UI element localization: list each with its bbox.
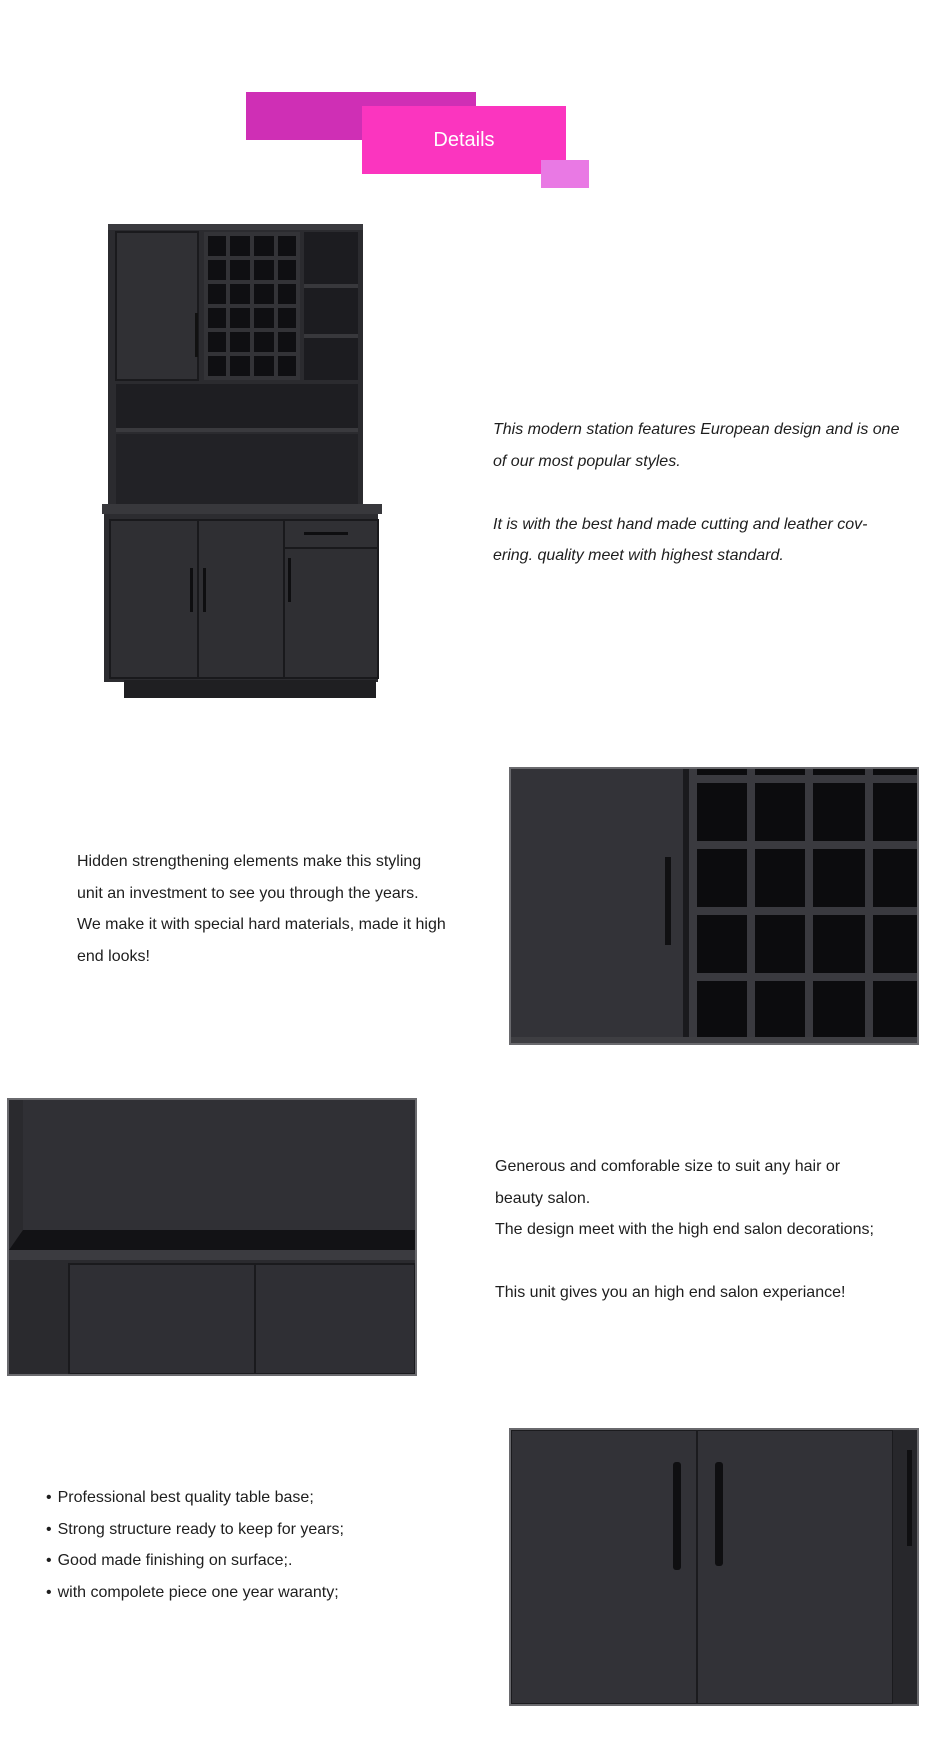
section2-line: Hidden strengthening elements make this styling bbox=[77, 853, 422, 870]
door-handles-closeup-photo bbox=[509, 1428, 919, 1706]
section2-line: end looks! bbox=[77, 947, 150, 965]
cabinet-product-image bbox=[100, 218, 390, 718]
section2-text bbox=[77, 846, 477, 972]
feature-list-item: • Good made finishing on surface;. bbox=[46, 1545, 466, 1577]
section3-line: Generous and comforable size to suit any hair or bbox=[495, 1158, 841, 1175]
cubby-closeup-image bbox=[511, 769, 917, 1043]
door-handles-closeup-image bbox=[511, 1430, 917, 1704]
section3-line: beauty salon. bbox=[495, 1189, 591, 1207]
banner-accent-tab bbox=[541, 160, 589, 188]
section3-text bbox=[495, 1151, 915, 1309]
section2-line: We make it with special hard materials, made it high bbox=[77, 916, 446, 933]
cubby-closeup-photo bbox=[509, 767, 919, 1045]
feature-list-item: • Strong structure ready to keep for years; bbox=[46, 1514, 466, 1546]
section3-line: This unit gives you an high end salon experiance! bbox=[495, 1284, 846, 1301]
countertop-closeup-image bbox=[9, 1100, 415, 1374]
section1-paragraph-1: This modern station features European design and is one of our most popular styles. bbox=[493, 421, 900, 470]
feature-list bbox=[46, 1482, 466, 1608]
feature-list-item: • Professional best quality table base; bbox=[46, 1482, 466, 1514]
countertop-closeup-photo bbox=[7, 1098, 417, 1376]
section1-text bbox=[493, 414, 903, 572]
details-title: Details bbox=[433, 128, 495, 151]
details-banner bbox=[362, 106, 566, 174]
section1-paragraph-2: It is with the best hand made cutting and leather cov-ering. quality meet with highest standard. bbox=[493, 515, 868, 564]
feature-list-item: • with compolete piece one year waranty; bbox=[46, 1577, 466, 1609]
section3-line: The design meet with the high end salon decorations; bbox=[495, 1221, 874, 1238]
section2-line: unit an investment to see you through the years. bbox=[77, 884, 419, 902]
